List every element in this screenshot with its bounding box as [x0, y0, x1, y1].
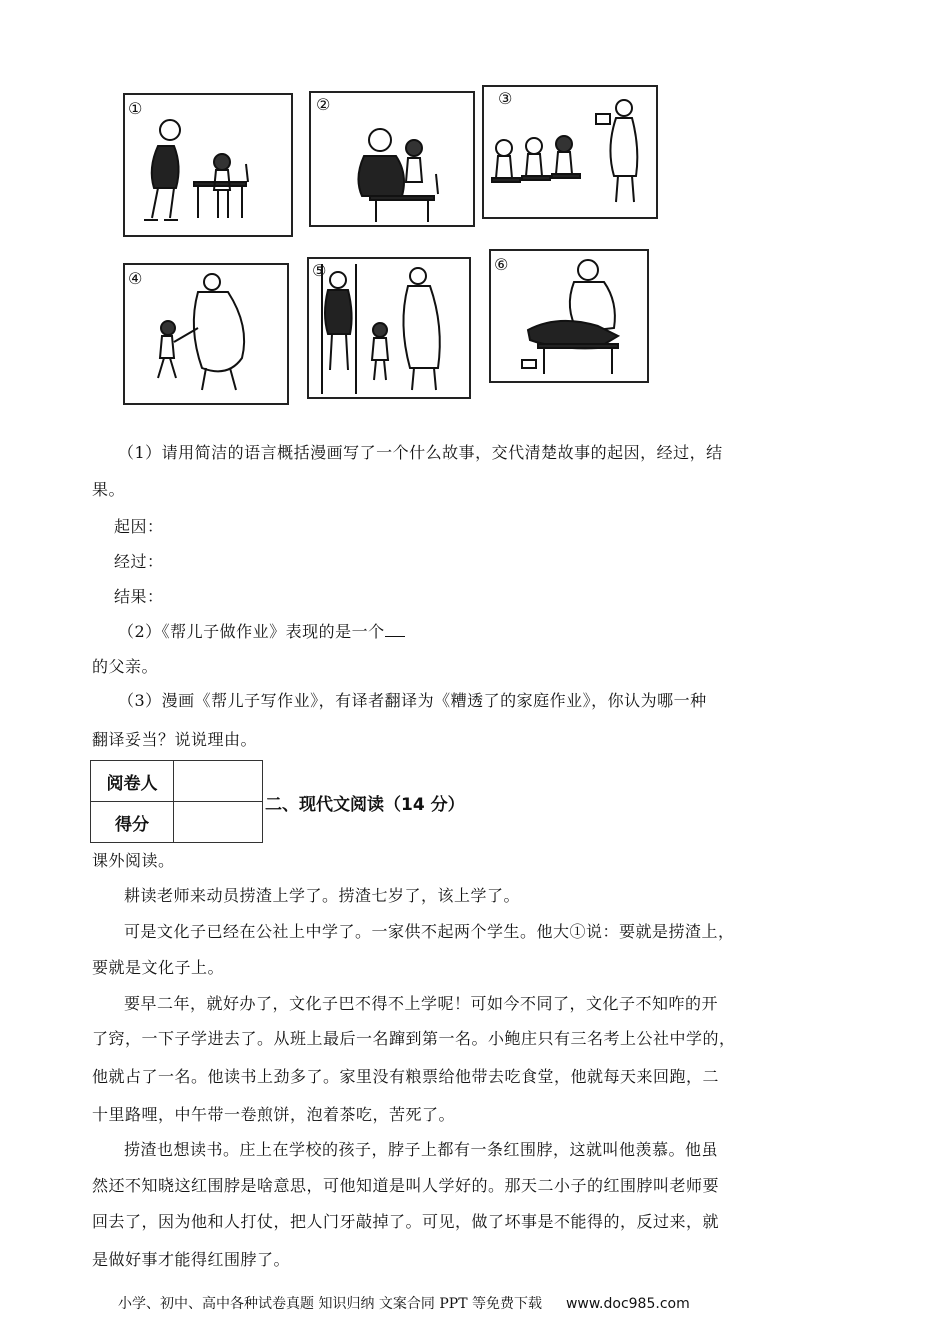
question-2-line-1 [118, 620, 405, 643]
question-3-line-2: 翻译妥当？说说理由。 [92, 730, 258, 749]
panel-label-3: ③ [498, 89, 513, 108]
passage-p2-line-1: 可是文化子已经在公社上中学了。一家供不起两个学生。他大①说：要就是捞渣上， [124, 922, 735, 941]
panel-label-4: ④ [128, 269, 143, 288]
passage-p4-line-4: 是做好事才能得红围脖了。 [92, 1250, 291, 1269]
reviewer-label: 阅卷人 [91, 761, 174, 802]
result-label: 结果： [114, 587, 164, 606]
reviewer-cell [174, 761, 263, 802]
footer-url[interactable]: www.doc985.com [565, 1296, 690, 1312]
score-label: 得分 [91, 802, 174, 843]
panel-label-1: ① [128, 99, 143, 118]
question-3-line-1: （3）漫画《帮儿子写作业》，有译者翻译为《糟透了的家庭作业》，你认为哪一种 [118, 691, 707, 710]
panel-label-5: ⑤ [312, 261, 327, 280]
passage-p3-line-2: 了窍，一下子学进去了。从班上最后一名蹿到第一名。小鲍庄只有三名考上公社中学的， [92, 1029, 736, 1048]
passage-p4-line-2: 然还不知晓这红围脖是啥意思，可他知道是叫人学好的。那天二小子的红围脖叫老师要 [92, 1176, 720, 1195]
comic-panel-6 [490, 250, 648, 382]
panel-5-drawing [322, 264, 440, 394]
process-label: 经过： [114, 552, 164, 571]
answer-blank [385, 620, 405, 637]
panel-label-2: ② [316, 95, 331, 114]
question-2-text: （2）《帮儿子做作业》表现的是一个 [118, 622, 385, 641]
panel-3-drawing [492, 100, 637, 202]
passage-intro: 课外阅读。 [92, 851, 175, 870]
passage-p3-line-4: 十里路哩，中午带一卷煎饼，泡着茶吃，苦死了。 [92, 1105, 456, 1124]
panel-2-drawing [358, 129, 438, 222]
comic-panel-4 [124, 264, 288, 404]
section-title: 二、现代文阅读（14 分） [265, 795, 465, 815]
score-table [90, 760, 263, 843]
passage-p3-line-1: 要早二年，就好办了，文化子巴不得不上学呢！可如今不同了，文化子不知咋的开 [124, 994, 719, 1013]
panel-4-drawing [158, 274, 244, 390]
question-2-line-2: 的父亲。 [92, 657, 159, 676]
question-1-line-2: 果。 [92, 480, 126, 499]
question-1-line-1: （1）请用简洁的语言概括漫画写了一个什么故事，交代清楚故事的起因，经过，结 [118, 443, 723, 462]
reviewer-row [91, 761, 263, 802]
passage-p4-line-3: 回去了，因为他和人打仗，把人门牙敲掉了。可见，做了坏事是不能得的，反过来，就 [92, 1212, 720, 1231]
panel-label-6: ⑥ [494, 255, 509, 274]
cause-label: 起因： [114, 517, 164, 536]
footer-text: 小学、初中、高中各种试卷真题 知识归纳 文案合同 PPT 等免费下载 [118, 1296, 542, 1312]
panel-1-drawing [144, 120, 248, 220]
score-row [91, 802, 263, 843]
passage-paragraph-1: 耕读老师来动员捞渣上学了。捞渣七岁了，该上学了。 [124, 886, 521, 905]
score-cell [174, 802, 263, 843]
footer [118, 1294, 690, 1314]
passage-p2-line-2: 要就是文化子上。 [92, 958, 225, 977]
passage-p4-line-1: 捞渣也想读书。庄上在学校的孩子，脖子上都有一条红围脖，这就叫他羡慕。他虽 [124, 1140, 719, 1159]
comic-panel-1 [124, 94, 292, 236]
passage-p3-line-3: 他就占了一名。他读书上劲多了。家里没有粮票给他带去吃食堂，他就每天来回跑，二 [92, 1067, 720, 1086]
panel-6-drawing [522, 260, 618, 374]
comic-strip-image [118, 78, 663, 410]
